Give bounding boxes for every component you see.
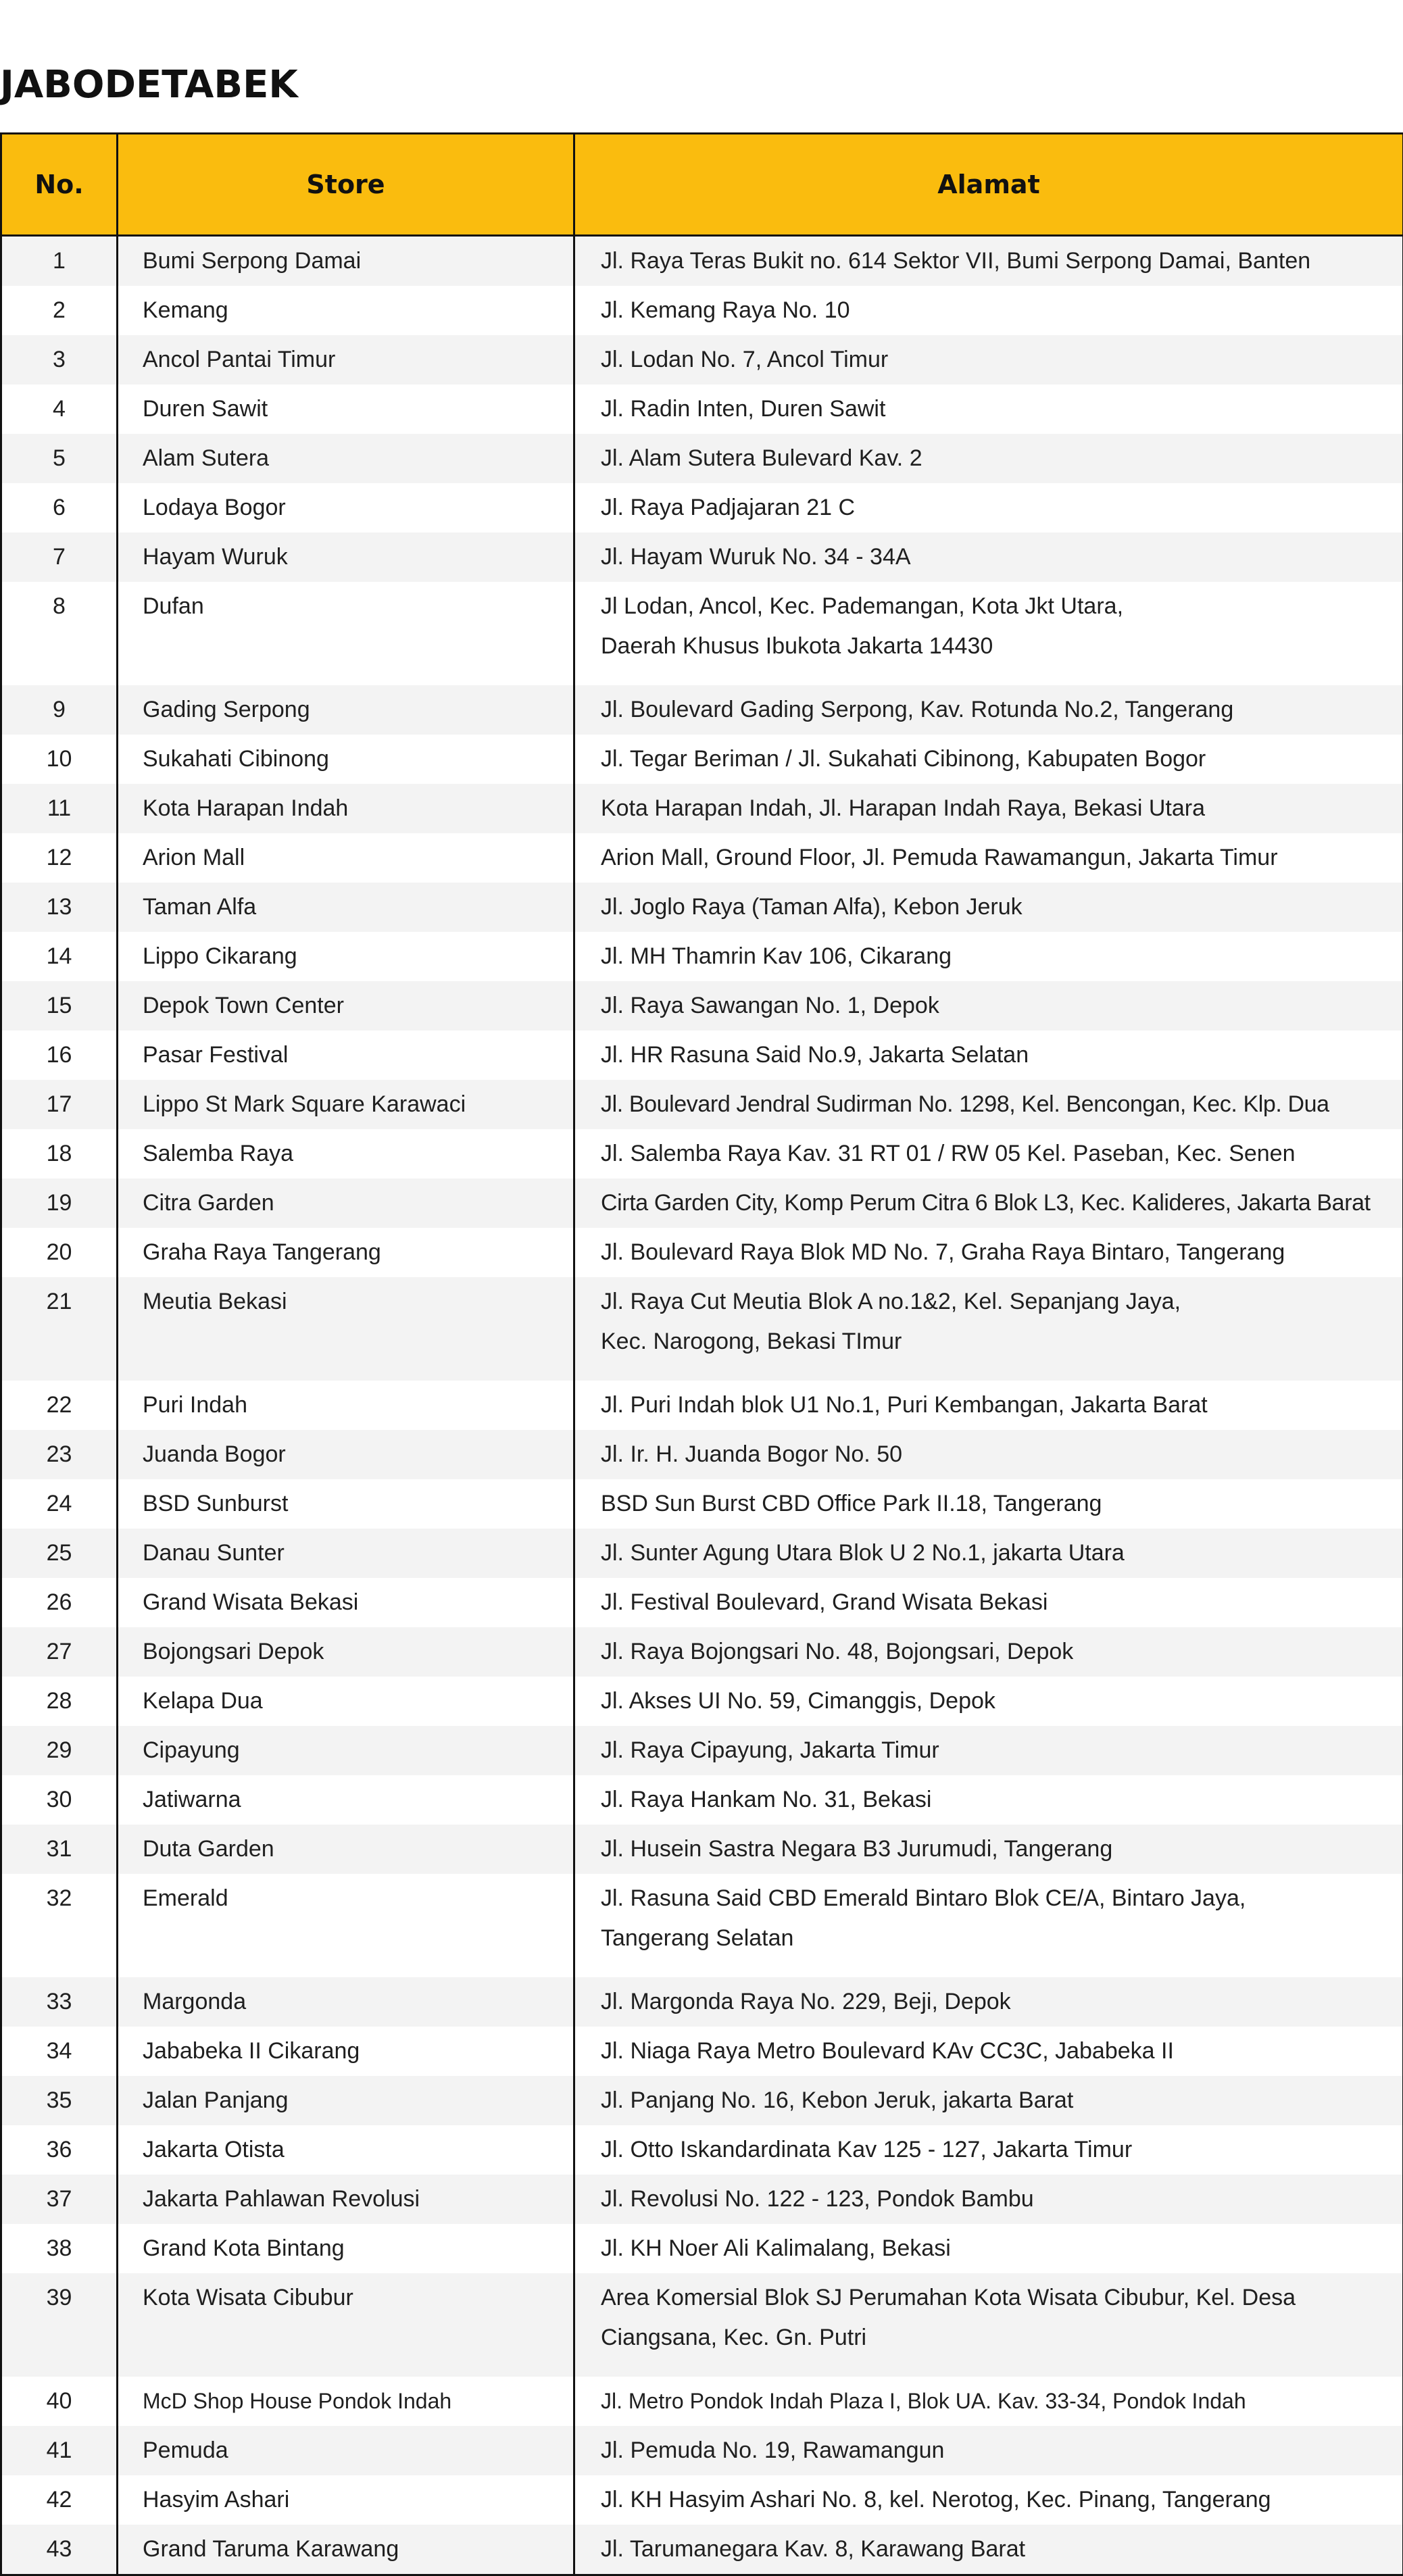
store-address: [574, 2273, 1403, 2377]
address-line: Jl. Metro Pondok Indah Plaza I, Blok UA. Kav. 33-34, Pondok Indah: [601, 2381, 1402, 2421]
store-address: [574, 2475, 1403, 2525]
table-row: [1, 1179, 1403, 1228]
table-row: [1, 1825, 1403, 1874]
row-number: 5: [1, 434, 118, 483]
table-row: [1, 932, 1403, 981]
store-address: [574, 2426, 1403, 2475]
row-number: 32: [1, 1874, 118, 1977]
store-address: [574, 1277, 1403, 1381]
row-number: 41: [1, 2426, 118, 2475]
store-address: [574, 981, 1403, 1031]
table-row: [1, 1381, 1403, 1430]
table-row: [1, 1775, 1403, 1825]
table-row: [1, 1228, 1403, 1277]
store-name: Bojongsari Depok: [118, 1627, 574, 1677]
row-number: 43: [1, 2525, 118, 2575]
address-line: Arion Mall, Ground Floor, Jl. Pemuda Rawamangun, Jakarta Timur: [601, 838, 1402, 878]
store-address: [574, 286, 1403, 335]
row-number: 27: [1, 1627, 118, 1677]
store-name: Alam Sutera: [118, 434, 574, 483]
table-row: [1, 434, 1403, 483]
address-line: Jl. Raya Teras Bukit no. 614 Sektor VII, Bumi Serpong Damai, Banten: [601, 241, 1402, 281]
address-line: BSD Sun Burst CBD Office Park II.18, Tangerang: [601, 1484, 1402, 1524]
table-row: [1, 286, 1403, 335]
store-name: Kota Wisata Cibubur: [118, 2273, 574, 2377]
table-row: [1, 1430, 1403, 1479]
store-name: Lippo St Mark Square Karawaci: [118, 1080, 574, 1129]
address-line: Jl. Boulevard Raya Blok MD No. 7, Graha Raya Bintaro, Tangerang: [601, 1233, 1402, 1272]
table-row: [1, 1031, 1403, 1080]
address-line: Jl. Akses UI No. 59, Cimanggis, Depok: [601, 1681, 1402, 1721]
store-name: Lippo Cikarang: [118, 932, 574, 981]
address-line: Jl. Margonda Raya No. 229, Beji, Depok: [601, 1982, 1402, 2022]
store-name: Pasar Festival: [118, 1031, 574, 1080]
store-address: [574, 2125, 1403, 2175]
table-row: [1, 582, 1403, 685]
address-line: Jl. Raya Hankam No. 31, Bekasi: [601, 1780, 1402, 1820]
table-row: [1, 685, 1403, 735]
address-line: Tangerang Selatan: [601, 1918, 1402, 1958]
store-address: [574, 1825, 1403, 1874]
address-line: Jl. Boulevard Gading Serpong, Kav. Rotunda No.2, Tangerang: [601, 690, 1402, 730]
address-line: Jl. Sunter Agung Utara Blok U 2 No.1, jakarta Utara: [601, 1533, 1402, 1573]
address-line: Jl. Festival Boulevard, Grand Wisata Bekasi: [601, 1583, 1402, 1623]
table-row: [1, 1726, 1403, 1775]
table-row: [1, 2525, 1403, 2575]
address-line: Jl. Joglo Raya (Taman Alfa), Kebon Jeruk: [601, 887, 1402, 927]
store-address: [574, 1627, 1403, 1677]
address-line: Jl. KH Noer Ali Kalimalang, Bekasi: [601, 2229, 1402, 2269]
store-address: [574, 685, 1403, 735]
row-number: 1: [1, 236, 118, 287]
store-name: Citra Garden: [118, 1179, 574, 1228]
row-number: 3: [1, 335, 118, 385]
row-number: 33: [1, 1977, 118, 2027]
row-number: 14: [1, 932, 118, 981]
store-address: [574, 483, 1403, 532]
store-name: Taman Alfa: [118, 883, 574, 932]
address-line: Jl. Panjang No. 16, Kebon Jeruk, jakarta Barat: [601, 2081, 1402, 2121]
store-address: [574, 582, 1403, 685]
address-line: Area Komersial Blok SJ Perumahan Kota Wisata Cibubur, Kel. Desa: [601, 2278, 1402, 2318]
address-line: Jl. Alam Sutera Bulevard Kav. 2: [601, 439, 1402, 478]
store-name: Puri Indah: [118, 1381, 574, 1430]
store-name: Meutia Bekasi: [118, 1277, 574, 1381]
table-row: [1, 335, 1403, 385]
table-body: [1, 236, 1403, 2575]
store-name: Jalan Panjang: [118, 2076, 574, 2125]
table-row: [1, 2125, 1403, 2175]
store-address: [574, 2525, 1403, 2575]
table-row: [1, 2175, 1403, 2224]
store-name: Ancol Pantai Timur: [118, 335, 574, 385]
store-address: [574, 2175, 1403, 2224]
table-row: [1, 236, 1403, 287]
table-row: [1, 2027, 1403, 2076]
store-name: Bumi Serpong Damai: [118, 236, 574, 287]
row-number: 19: [1, 1179, 118, 1228]
store-address: [574, 1578, 1403, 1627]
address-line: Jl. Rasuna Said CBD Emerald Bintaro Blok CE/A, Bintaro Jaya,: [601, 1879, 1402, 1918]
store-name: Duta Garden: [118, 1825, 574, 1874]
store-address: [574, 1726, 1403, 1775]
table-row: [1, 2224, 1403, 2273]
row-number: 28: [1, 1677, 118, 1726]
store-address: [574, 1529, 1403, 1578]
address-line: Jl. Radin Inten, Duren Sawit: [601, 389, 1402, 429]
row-number: 34: [1, 2027, 118, 2076]
store-name: Jababeka II Cikarang: [118, 2027, 574, 2076]
table-row: [1, 1627, 1403, 1677]
address-line: Daerah Khusus Ibukota Jakarta 14430: [601, 626, 1402, 666]
address-line: Kota Harapan Indah, Jl. Harapan Indah Raya, Bekasi Utara: [601, 789, 1402, 828]
address-line: Jl. KH Hasyim Ashari No. 8, kel. Nerotog, Kec. Pinang, Tangerang: [601, 2480, 1402, 2520]
table-row: [1, 2273, 1403, 2377]
store-address: [574, 833, 1403, 883]
row-number: 20: [1, 1228, 118, 1277]
row-number: 31: [1, 1825, 118, 1874]
store-address: [574, 1228, 1403, 1277]
address-line: Jl. Tarumanegara Kav. 8, Karawang Barat: [601, 2529, 1402, 2569]
address-line: Jl. Puri Indah blok U1 No.1, Puri Kembangan, Jakarta Barat: [601, 1385, 1402, 1425]
row-number: 30: [1, 1775, 118, 1825]
store-address: [574, 1381, 1403, 1430]
store-address: [574, 1874, 1403, 1977]
store-name: Hasyim Ashari: [118, 2475, 574, 2525]
store-address: [574, 1080, 1403, 1129]
store-name: Lodaya Bogor: [118, 483, 574, 532]
address-line: Jl. Raya Cut Meutia Blok A no.1&2, Kel. Sepanjang Jaya,: [601, 1282, 1402, 1322]
store-address: [574, 236, 1403, 287]
store-address: [574, 735, 1403, 784]
row-number: 38: [1, 2224, 118, 2273]
store-address: [574, 2377, 1403, 2426]
row-number: 7: [1, 532, 118, 582]
store-name: Salemba Raya: [118, 1129, 574, 1179]
row-number: 29: [1, 1726, 118, 1775]
store-name: BSD Sunburst: [118, 1479, 574, 1529]
row-number: 17: [1, 1080, 118, 1129]
table-row: [1, 784, 1403, 833]
store-name: Hayam Wuruk: [118, 532, 574, 582]
store-name: Emerald: [118, 1874, 574, 1977]
address-line: Jl. Pemuda No. 19, Rawamangun: [601, 2431, 1402, 2471]
store-address: [574, 2224, 1403, 2273]
row-number: 10: [1, 735, 118, 784]
row-number: 4: [1, 385, 118, 434]
store-name: Jakarta Pahlawan Revolusi: [118, 2175, 574, 2224]
row-number: 18: [1, 1129, 118, 1179]
store-name: Juanda Bogor: [118, 1430, 574, 1479]
table-row: [1, 883, 1403, 932]
row-number: 22: [1, 1381, 118, 1430]
row-number: 16: [1, 1031, 118, 1080]
row-number: 25: [1, 1529, 118, 1578]
page-title: JABODETABEK: [0, 59, 298, 111]
row-number: 40: [1, 2377, 118, 2426]
row-number: 12: [1, 833, 118, 883]
store-name: Depok Town Center: [118, 981, 574, 1031]
table-row: [1, 735, 1403, 784]
address-line: Jl. HR Rasuna Said No.9, Jakarta Selatan: [601, 1035, 1402, 1075]
table-row: [1, 1874, 1403, 1977]
table-header-row: [1, 134, 1403, 236]
header-no: No.: [1, 134, 118, 236]
address-line: Cirta Garden City, Komp Perum Citra 6 Blok L3, Kec. Kalideres, Jakarta Barat: [601, 1183, 1402, 1223]
table-row: [1, 483, 1403, 532]
store-address: [574, 1977, 1403, 2027]
address-line: Jl. Husein Sastra Negara B3 Jurumudi, Tangerang: [601, 1829, 1402, 1869]
table-row: [1, 532, 1403, 582]
address-line: Jl. Ir. H. Juanda Bogor No. 50: [601, 1435, 1402, 1475]
store-address: [574, 1179, 1403, 1228]
table-row: [1, 981, 1403, 1031]
store-address: [574, 932, 1403, 981]
table-row: [1, 2475, 1403, 2525]
store-address: [574, 784, 1403, 833]
store-name: Kota Harapan Indah: [118, 784, 574, 833]
table-row: [1, 1479, 1403, 1529]
table-row: [1, 2377, 1403, 2426]
store-table: [0, 132, 1403, 2576]
address-line: Jl. Raya Sawangan No. 1, Depok: [601, 986, 1402, 1026]
row-number: 36: [1, 2125, 118, 2175]
store-address: [574, 2027, 1403, 2076]
header-address: Alamat: [574, 134, 1403, 236]
address-line: Kec. Narogong, Bekasi TImur: [601, 1322, 1402, 1362]
store-name: Margonda: [118, 1977, 574, 2027]
store-address: [574, 335, 1403, 385]
table-row: [1, 385, 1403, 434]
header-store: Store: [118, 134, 574, 236]
store-name: Danau Sunter: [118, 1529, 574, 1578]
store-name: Dufan: [118, 582, 574, 685]
row-number: 8: [1, 582, 118, 685]
address-line: Jl. Revolusi No. 122 - 123, Pondok Bambu: [601, 2179, 1402, 2219]
store-address: [574, 1129, 1403, 1179]
table-row: [1, 1977, 1403, 2027]
row-number: 9: [1, 685, 118, 735]
row-number: 26: [1, 1578, 118, 1627]
table-row: [1, 1277, 1403, 1381]
table-row: [1, 1080, 1403, 1129]
address-line: Jl. MH Thamrin Kav 106, Cikarang: [601, 937, 1402, 976]
table-row: [1, 1578, 1403, 1627]
row-number: 15: [1, 981, 118, 1031]
address-line: Ciangsana, Kec. Gn. Putri: [601, 2318, 1402, 2358]
address-line: Jl. Raya Padjajaran 21 C: [601, 488, 1402, 528]
row-number: 2: [1, 286, 118, 335]
row-number: 24: [1, 1479, 118, 1529]
row-number: 37: [1, 2175, 118, 2224]
store-name: Kelapa Dua: [118, 1677, 574, 1726]
address-line: Jl. Otto Iskandardinata Kav 125 - 127, Jakarta Timur: [601, 2130, 1402, 2170]
table-row: [1, 833, 1403, 883]
address-line: Jl. Boulevard Jendral Sudirman No. 1298, Kel. Bencongan, Kec. Klp. Dua: [601, 1085, 1402, 1124]
store-address: [574, 2076, 1403, 2125]
address-line: Jl. Hayam Wuruk No. 34 - 34A: [601, 537, 1402, 577]
store-address: [574, 1677, 1403, 1726]
store-name: Grand Kota Bintang: [118, 2224, 574, 2273]
store-name: Gading Serpong: [118, 685, 574, 735]
table-row: [1, 1129, 1403, 1179]
store-address: [574, 1031, 1403, 1080]
row-number: 35: [1, 2076, 118, 2125]
store-name: Duren Sawit: [118, 385, 574, 434]
store-name: Grand Taruma Karawang: [118, 2525, 574, 2575]
store-name: Cipayung: [118, 1726, 574, 1775]
table-row: [1, 1677, 1403, 1726]
address-line: Jl. Raya Bojongsari No. 48, Bojongsari, Depok: [601, 1632, 1402, 1672]
row-number: 39: [1, 2273, 118, 2377]
store-name: McD Shop House Pondok Indah: [118, 2377, 574, 2426]
store-name: Graha Raya Tangerang: [118, 1228, 574, 1277]
store-address: [574, 385, 1403, 434]
row-number: 13: [1, 883, 118, 932]
store-address: [574, 1430, 1403, 1479]
store-address: [574, 883, 1403, 932]
store-name: Sukahati Cibinong: [118, 735, 574, 784]
table-row: [1, 2076, 1403, 2125]
address-line: Jl. Raya Cipayung, Jakarta Timur: [601, 1731, 1402, 1770]
store-name: Arion Mall: [118, 833, 574, 883]
row-number: 23: [1, 1430, 118, 1479]
store-name: Jakarta Otista: [118, 2125, 574, 2175]
store-name: Grand Wisata Bekasi: [118, 1578, 574, 1627]
address-line: Jl. Lodan No. 7, Ancol Timur: [601, 340, 1402, 380]
row-number: 11: [1, 784, 118, 833]
store-address: [574, 1775, 1403, 1825]
address-line: Jl. Kemang Raya No. 10: [601, 291, 1402, 330]
store-address: [574, 532, 1403, 582]
row-number: 21: [1, 1277, 118, 1381]
store-address: [574, 1479, 1403, 1529]
address-line: Jl. Niaga Raya Metro Boulevard KAv CC3C, Jababeka II: [601, 2031, 1402, 2071]
store-address: [574, 434, 1403, 483]
address-line: Jl Lodan, Ancol, Kec. Pademangan, Kota Jkt Utara,: [601, 587, 1402, 626]
row-number: 42: [1, 2475, 118, 2525]
address-line: Jl. Tegar Beriman / Jl. Sukahati Cibinong, Kabupaten Bogor: [601, 739, 1402, 779]
store-name: Jatiwarna: [118, 1775, 574, 1825]
address-line: Jl. Salemba Raya Kav. 31 RT 01 / RW 05 Kel. Paseban, Kec. Senen: [601, 1134, 1402, 1174]
table-row: [1, 1529, 1403, 1578]
store-name: Kemang: [118, 286, 574, 335]
store-name: Pemuda: [118, 2426, 574, 2475]
table-row: [1, 2426, 1403, 2475]
row-number: 6: [1, 483, 118, 532]
